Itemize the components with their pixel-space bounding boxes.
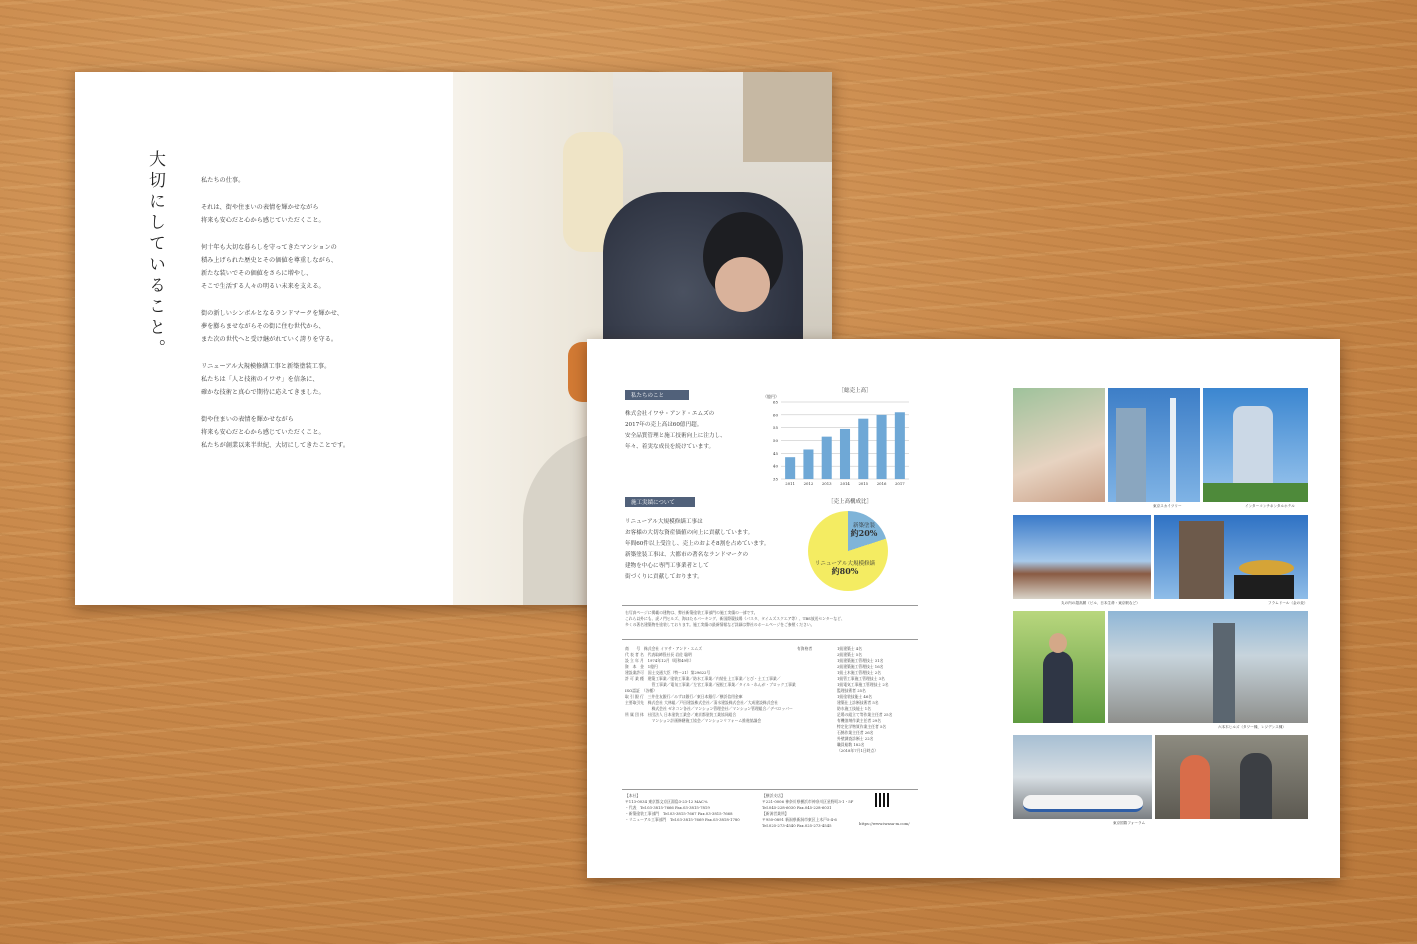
women-walking-photo (1155, 735, 1308, 819)
divider (622, 789, 918, 790)
tokyo-forum-train-photo (1013, 735, 1152, 819)
info-line: 主要取引先 株式会社 大林組／戸田建設株式会社／清水建設株式会社／大成建設株式会社 (625, 700, 779, 705)
y-tick-label: 40 (772, 463, 778, 469)
info-line: 資 本 金 1億円 (625, 664, 658, 669)
staff-line: 2級建築士 5名 (837, 652, 863, 657)
bar (803, 449, 813, 479)
bar (822, 437, 832, 479)
pie-label-name: リニューアル大規模修繕 (815, 561, 875, 567)
pie-chart-title: ［売上高構成比］ (827, 499, 872, 505)
photo-caption: インターコンチネンタルホテル (1245, 504, 1295, 508)
office-info-branches: 【横浜支店】 〒221-0006 神奈川県横浜市神奈川区星野町3-1・5F Tel.045-228-6030 Fax.045-228-6031 【新潟営業所】 〒950-0891 新潟県新潟市東区上木戸5-4-6 Tel.025-273-4540 Fax.025-273-4545 (762, 793, 854, 828)
photo-caption: フラムドール（金の炎） (1268, 601, 1308, 605)
info-line: 商 号 株式会社 イワサ・アンド・エムズ (625, 646, 702, 651)
info-line: ISO認証 （各種） (625, 688, 657, 693)
vertical-title: 大切にしていること。 (145, 150, 165, 360)
bar-chart-title: ［総売上高］ (838, 388, 872, 394)
bar (877, 415, 887, 479)
office-info-head: 【本社】 〒113-0034 東京都文京区湯島3-23-12 MAC% ・代表 Tel.03-3815-7666 Fax.03-3815-7819 ・新築塗装工事部門 Tel.03-3815-7667 Fax.03-3815-7668 ・リニューアル工事部門 Tel.03-3815-7669 Fax.03-3818-1780 (625, 793, 740, 822)
staff-line: 職員総数 182名 (837, 742, 865, 747)
x-tick-label: 2015 (858, 481, 869, 486)
staff-line: 1級塗装技能士 46名 (837, 694, 873, 699)
x-tick-label: 2017 (895, 481, 905, 486)
qr-code-icon (875, 793, 889, 807)
paragraph: リニューアル大規模修繕工事と新築塗装工事。 私たちは「人と技術のイワサ」を信条に、 確かな技術と真心で期待に応えてきました。 (201, 363, 331, 396)
staff-list (797, 646, 920, 754)
paragraph: 街の新しいシンボルとなるランドマークを輝かせ、 夢を膨らませながらその街に住む世代から、 また次の世代へと受け継がれていく誇りを守る。 (201, 310, 343, 343)
staff-line: 防水施工技能士 1名 (837, 706, 871, 711)
staff-line: （2018年7月1日時点） (837, 748, 879, 753)
child-photo (1013, 388, 1105, 502)
photo-caption: 東京国際フォーラム (1113, 821, 1146, 825)
y-tick-label: 55 (772, 425, 778, 431)
bar (840, 429, 850, 479)
pie-label-name: 新築塗装 (852, 523, 875, 529)
bar (895, 412, 905, 479)
staff-line: 1級土木施工管理技士 2名 (837, 670, 882, 675)
left-body-text (201, 174, 441, 466)
y-tick-label: 60 (772, 412, 778, 418)
divider (622, 639, 918, 640)
info-line: 許 可 業 種 建築工事業／塗装工事業／防水工事業／内装仕上工事業／とび・土工工事業／ (625, 676, 781, 681)
y-tick-label: 65 (772, 399, 778, 405)
pie-label-value: 約20% (850, 528, 878, 538)
pie-label-renewal (805, 561, 885, 577)
staff-line: 1級建築士 4名 (837, 646, 863, 651)
staff-line: 有機溶剤作業主任者 29名 (837, 718, 882, 723)
info-line: 株式会社 ゼネコン各社／マンション管理会社／マンション管理組合／デベロッパー (625, 706, 793, 711)
building-photo-grid (1013, 388, 1308, 847)
y-tick-label: 35 (772, 476, 778, 482)
x-tick-label: 2011 (785, 481, 795, 486)
staff-line: 1級建築施工管理技士 31名 (837, 658, 884, 663)
photo-caption: 東京スカイツリー (1153, 504, 1182, 508)
staff-line: 2級建築施工管理技士 16名 (837, 664, 884, 669)
staff-line: 石綿作業主任者 26名 (837, 730, 874, 735)
pie-label-new (849, 523, 879, 539)
bar-chart-ylabel: （億円） (763, 394, 779, 399)
paragraph: それは、街や住まいの表情を輝かせながら 将来も安心だと心から感じていただくこと。 (201, 204, 325, 224)
info-line: 管工事業／電気工事業／左官工事業／屋根工事業／タイル・れんが・ブロック工事業 (625, 682, 796, 687)
info-line: 取 引 銀 行 三井住友銀行／みずほ銀行／東日本銀行／横浜信用金庫 (625, 694, 743, 699)
roppongi-hills-photo (1108, 611, 1308, 723)
bar (785, 457, 795, 479)
info-line: マンション計画修繕施工協会／マンションリフォーム推進協議会 (625, 718, 762, 723)
about-header: 私たちのこと (625, 390, 689, 400)
note-text: 右写真ページに掲載の建物は、弊社新築塗装工事部門の施工実績の一部です。 これら以外にも、虎ノ門ヒルズ、海ほたるパーキング、新国際競技場（パスタ、タイムズスクエア等）、TBS放送センターなど、 多くの著名建築物を塗装しております。施工実績の最新情報など詳細は弊社のホームページをご参照ください。 (625, 610, 845, 627)
staff-label: 有資格者 (797, 646, 813, 651)
paragraph: 街や住まいの表情を輝かせながら 将来も安心だと心から感じていただくこと。 私たちが創業以来半世紀、大切にしてきたことです。 (201, 416, 350, 449)
y-tick-label: 45 (772, 450, 778, 456)
x-tick-label: 2012 (803, 481, 814, 486)
flamme-dor-photo (1154, 515, 1308, 599)
skytree-photo (1108, 388, 1200, 502)
about-text: 株式会社イワサ・アンド・エムズの 2017年の売上高は60億円超。 安全品質管理と施工技術向上に注力し、 年々、着実な成長を続けています。 (625, 411, 726, 450)
staff-line: 監理技術者 25名 (837, 688, 866, 693)
divider (622, 605, 918, 606)
staff-line: 外壁調査診断士 22名 (837, 736, 874, 741)
info-line: 所 属 団 体 社団法人 日本塗装工業会／東京都塗装工業協同組合 (625, 712, 737, 717)
staff-line: 特定化学物質作業主任者 5名 (837, 724, 887, 729)
x-tick-label: 2013 (821, 481, 832, 486)
businessman-photo (1013, 611, 1105, 723)
photo-caption: 丸の内の超高層（ビル、日本生命・東京駅など） (1061, 601, 1140, 605)
x-tick-label: 2014 (840, 481, 850, 486)
sales-bar-chart (759, 384, 919, 492)
info-line: 代 表 者 名 代表取締役社長 岩佐 聡明 (625, 652, 692, 657)
website-url: https://www.iwasa-m.com/ (859, 821, 910, 826)
bar (858, 419, 868, 479)
staff-line: 足場の組立て等作業主任者 25名 (837, 712, 893, 717)
info-line: 建設業許可 国土交通大臣（特ー21）第29622号 (625, 670, 711, 675)
x-tick-label: 2016 (876, 481, 887, 486)
staff-line: 1級管工事施工管理技士 3名 (837, 676, 885, 681)
paragraph: 何十年も大切な暮らしを守ってきたマンションの 積み上げられた歴史とその価値を尊重しながら、 新たな装いでその価値をさらに増やし、 そこで生活する人々の明るい未来を支える。 (201, 244, 338, 290)
company-info (625, 646, 825, 724)
staff-line: 建築仕上診断技術者 5名 (837, 700, 879, 705)
paragraph: 私たちの仕事。 (201, 177, 245, 184)
marunouchi-photo (1013, 515, 1151, 599)
results-header: 施工実績について (625, 497, 695, 507)
pie-label-value: 約80% (831, 566, 859, 576)
y-tick-label: 50 (772, 438, 778, 443)
photo-caption: 六本木ヒルズ（タワー棟、レジデンス棟） (1218, 725, 1286, 729)
results-text: リニューアル大規模修繕工事は お客様の大切な資産価値の向上に貢献しています。 年間60件以上受注し、売上のおよそ8割を占めています。 新築塗装工事は、大都市の著名なランドマークの 建物を中心に専門工事業者として 街づくりに貢献しております。 (625, 519, 770, 580)
info-line: 設 立 年 月 1974年12月（昭和49年） (625, 658, 694, 663)
brochure-spread-right (587, 339, 1340, 878)
intercontinental-photo (1203, 388, 1308, 502)
staff-line: 1級電気工事施工管理技士 2名 (837, 682, 889, 687)
